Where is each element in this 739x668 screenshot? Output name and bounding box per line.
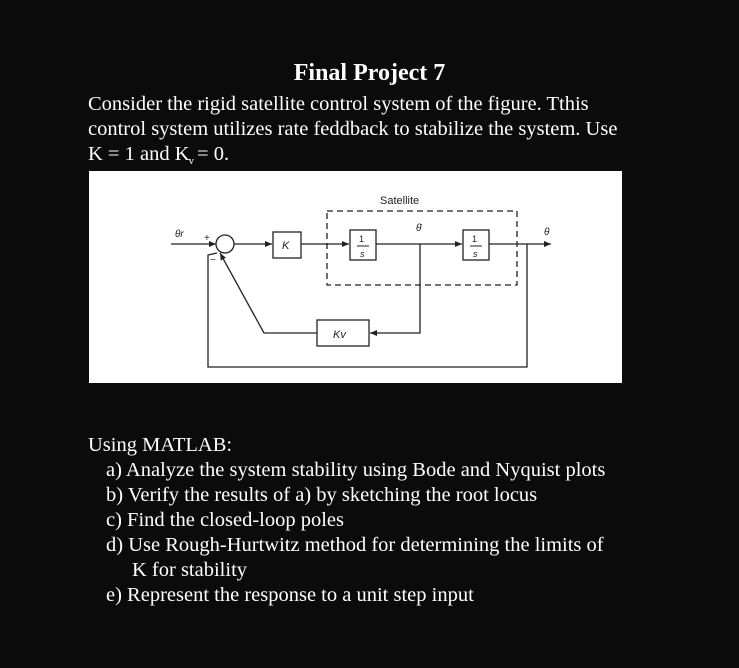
position-feedback-line — [208, 244, 527, 367]
plus-sign: + — [204, 233, 210, 244]
tasks-heading: Using MATLAB: — [88, 434, 233, 456]
kv-to-junction-line — [220, 253, 317, 333]
problem-statement — [88, 92, 688, 174]
task-item-d-continuation: K for stability — [132, 559, 248, 581]
task-item-a: a) Analyze the system stability using Bode and Nyquist plots — [106, 459, 606, 481]
task-item-b: b) Verify the results of a) by sketching the root locus — [106, 484, 538, 506]
satellite-label: Satellite — [380, 195, 420, 207]
task-item-c: c) Find the closed-loop poles — [106, 509, 344, 531]
block-diagram-figure — [89, 171, 622, 383]
kv-subscript: v — [188, 155, 195, 167]
task-item-d-text: d) Use Rough-Hurtwitz method for determining the limits of — [106, 534, 604, 556]
output-label: θ — [544, 227, 550, 238]
integrator-1-denominator: s — [360, 249, 365, 259]
input-label: θr — [175, 229, 184, 240]
intro-line-3 — [88, 142, 688, 174]
integrator-2-denominator: s — [473, 249, 478, 259]
rate-label: θ̇ — [416, 223, 422, 234]
intro-line-3-end: = 0. — [197, 143, 230, 165]
block-diagram — [89, 171, 622, 383]
integrator-1-numerator: 1 — [359, 234, 365, 244]
gain-k-label: K — [282, 240, 290, 252]
summing-junction — [216, 235, 234, 253]
integrator-2-numerator: 1 — [472, 234, 478, 244]
intro-line-2: control system utilizes rate feddback to stabilize the system. Use — [88, 118, 618, 140]
rate-feedback-line — [370, 244, 420, 333]
minus-sign: − — [210, 255, 216, 266]
intro-line-3-start: K = 1 and K — [88, 143, 190, 165]
task-item-d — [88, 533, 708, 583]
task-item-e: e) Represent the response to a unit step input — [106, 584, 474, 606]
page-title: Final Project 7 — [293, 60, 446, 86]
intro-line-1: Consider the rigid satellite control system of the figure. Tthis — [88, 93, 589, 115]
task-list — [88, 433, 708, 608]
gain-kv-label: Kv — [333, 329, 346, 341]
